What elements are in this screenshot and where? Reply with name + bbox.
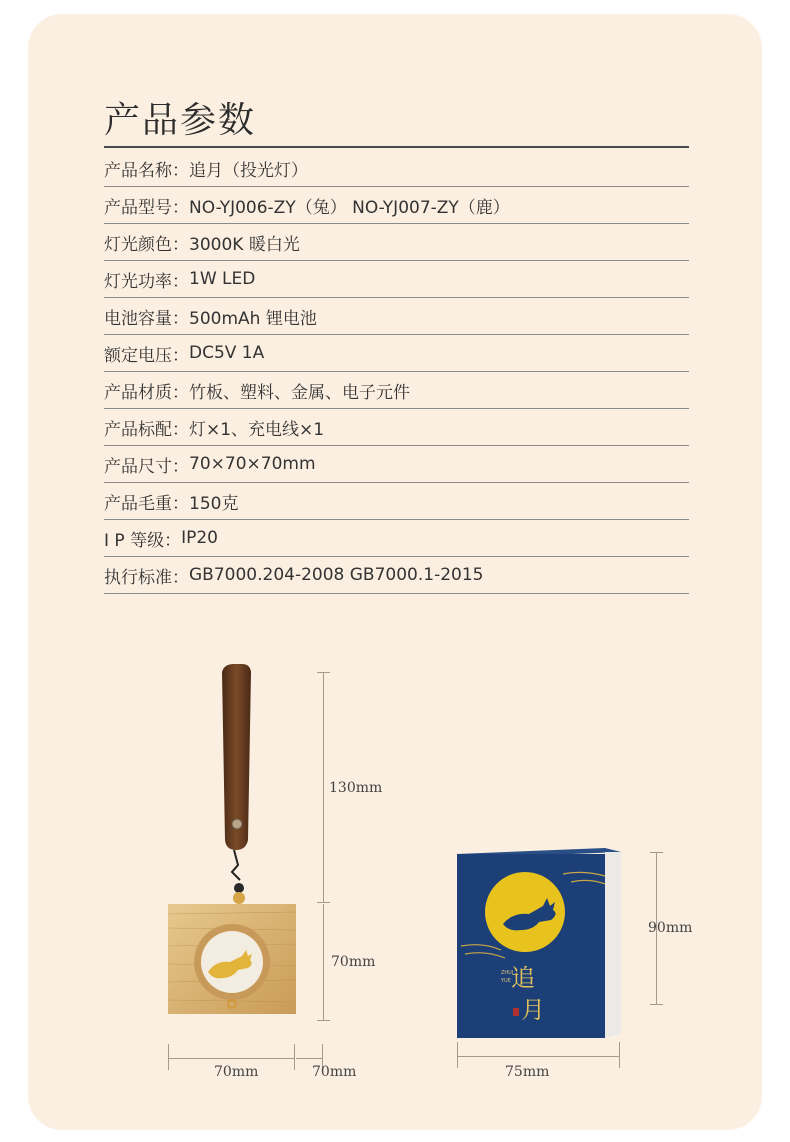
spec-value: 3000K 暖白光 (189, 234, 300, 255)
spec-row (104, 335, 689, 372)
spec-value: NO-YJ006-ZY（兔） NO-YJ007-ZY（鹿） (189, 197, 510, 218)
spec-row (104, 520, 689, 557)
page-title: 产品参数 (104, 100, 257, 141)
spec-row (104, 150, 689, 187)
strap-height-label: 130mm (329, 780, 383, 796)
spec-value: 追月（投光灯） (189, 160, 308, 181)
spec-label: 产品尺寸： (104, 456, 189, 477)
lamp-depth-label: 70mm (312, 1064, 357, 1080)
spec-row (104, 224, 689, 261)
spec-value: DC5V 1A (189, 343, 265, 363)
spec-label: 产品标配： (104, 419, 189, 440)
box-height-label: 90mm (648, 920, 693, 936)
lamp-width-label: 70mm (214, 1064, 259, 1080)
spec-value: GB7000.204-2008 GB7000.1-2015 (189, 565, 484, 585)
gift-box-illustration (455, 842, 625, 1042)
spec-label: 产品名称： (104, 160, 189, 181)
spec-value: IP20 (181, 528, 218, 548)
spec-label: 灯光功率： (104, 271, 189, 292)
spec-value: 灯×1、充电线×1 (189, 419, 325, 440)
spec-row (104, 372, 689, 409)
spec-value: 500mAh 锂电池 (189, 308, 317, 329)
spec-row (104, 261, 689, 298)
spec-label: 电池容量： (104, 308, 189, 329)
box-width-dim-line (457, 1056, 619, 1057)
spec-row (104, 446, 689, 483)
spec-row (104, 483, 689, 520)
spec-row (104, 298, 689, 335)
spec-row (104, 187, 689, 224)
spec-table (104, 150, 689, 594)
lamp-height-label: 70mm (331, 954, 376, 970)
spec-label: 额定电压： (104, 345, 189, 366)
spec-label: 灯光颜色： (104, 234, 189, 255)
title-divider (104, 146, 689, 148)
cord (232, 850, 240, 880)
box-pinyin-2: YUE (501, 978, 511, 984)
lamp-height-dim-line (323, 904, 324, 1020)
spec-value: 竹板、塑料、金属、电子元件 (189, 382, 410, 403)
box-width-label: 75mm (505, 1064, 550, 1080)
lamp-illustration (150, 660, 320, 1050)
spec-row (104, 409, 689, 446)
cord-knot (234, 883, 244, 893)
lamp-strap-dim-line (323, 672, 324, 902)
brass-knob (233, 892, 245, 904)
spec-label: 产品型号： (104, 197, 189, 218)
box-pinyin-1: ZHUI (501, 970, 514, 976)
spec-value: 150克 (189, 493, 239, 514)
spec-label: 执行标准： (104, 567, 189, 588)
spec-label: 产品毛重： (104, 493, 189, 514)
spec-value: 1W LED (189, 269, 256, 289)
box-seal (513, 1008, 519, 1016)
spec-label: I P 等级： (104, 530, 182, 551)
box-side (605, 852, 621, 1038)
spec-row (104, 557, 689, 594)
strap-rivet (232, 819, 242, 829)
lamp-depth-dim-line (296, 1058, 322, 1059)
box-name-char-1: 追 (511, 964, 535, 992)
lamp-width-dim-line (168, 1058, 294, 1059)
spec-value: 70×70×70mm (189, 454, 316, 474)
spec-label: 产品材质： (104, 382, 189, 403)
box-name-char-2: 月 (521, 996, 545, 1024)
